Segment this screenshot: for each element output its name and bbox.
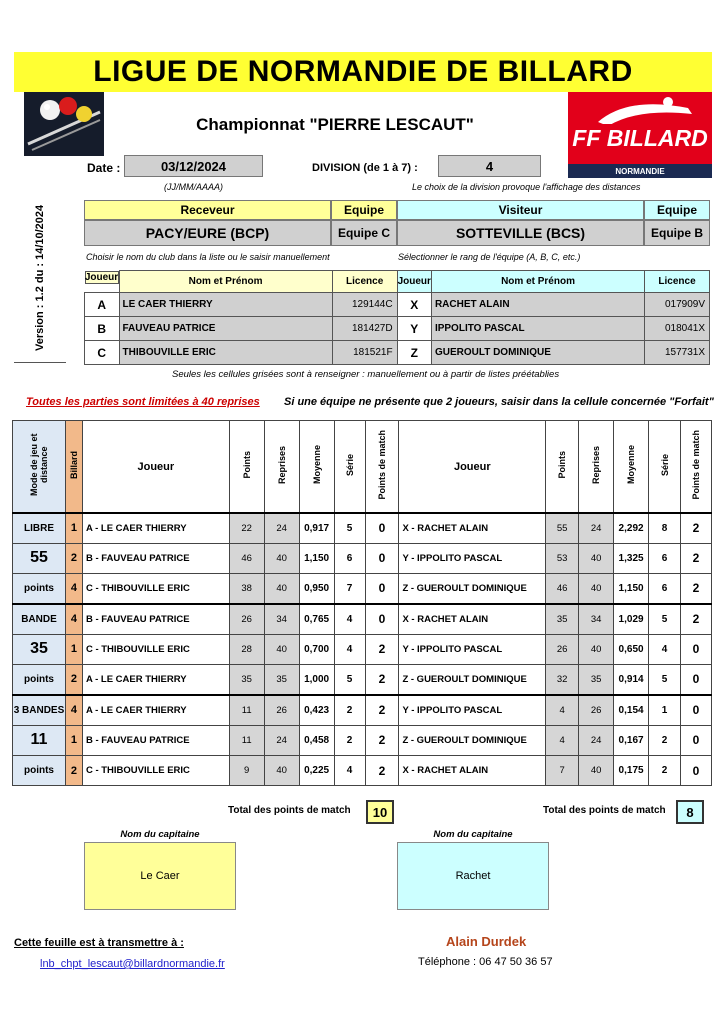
home-player-licence[interactable]: 181427D	[332, 317, 397, 341]
home-serie: 2	[334, 695, 365, 725]
result-row	[13, 725, 712, 755]
away-team-field[interactable]: Equipe B	[644, 220, 710, 246]
away-player-licence[interactable]: 157731X	[645, 341, 710, 365]
home-moyenne-header: Moyenne	[311, 445, 322, 485]
results-table	[12, 420, 712, 786]
away-pm-header: Points de match	[690, 430, 701, 500]
home-reprises[interactable]: 24	[264, 513, 299, 543]
home-moyenne: 0,423	[299, 695, 334, 725]
mode-name: 3 BANDES	[13, 695, 66, 725]
away-serie: 6	[649, 543, 681, 573]
away-player-name[interactable]: RACHET ALAIN	[431, 293, 644, 317]
result-row	[13, 664, 712, 694]
away-player[interactable]: X - RACHET ALAIN	[399, 755, 546, 785]
home-serie: 4	[334, 604, 365, 634]
home-moyenne: 0,458	[299, 725, 334, 755]
contact-name: Alain Durdek	[446, 934, 527, 949]
away-moyenne: 0,650	[614, 634, 649, 664]
result-row	[13, 574, 712, 604]
home-serie: 4	[334, 634, 365, 664]
away-reprises[interactable]: 24	[579, 513, 614, 543]
away-pm: 0	[680, 695, 711, 725]
away-reprises[interactable]: 26	[579, 695, 614, 725]
rank-hint: Sélectionner le rang de l'équipe (A, B, C, etc.)	[398, 252, 581, 262]
away-reprises[interactable]: 40	[579, 755, 614, 785]
home-reprises[interactable]: 40	[264, 574, 299, 604]
home-pm: 2	[365, 634, 399, 664]
home-serie: 4	[334, 755, 365, 785]
division-label: DIVISION (de 1 à 7) :	[312, 162, 418, 174]
billard-number[interactable]: 1	[65, 725, 82, 755]
away-player[interactable]: X - RACHET ALAIN	[399, 604, 546, 634]
ff-billard-logo	[568, 92, 712, 178]
home-points[interactable]: 11	[229, 725, 264, 755]
away-club-field[interactable]: SOTTEVILLE (BCS)	[397, 220, 644, 246]
away-reprises[interactable]: 34	[579, 604, 614, 634]
billard-header: Billard	[68, 450, 79, 479]
result-row	[13, 513, 712, 543]
away-points[interactable]: 26	[546, 634, 579, 664]
limit-note: Toutes les parties sont limitées à 40 reprises	[26, 396, 260, 408]
away-player-licence[interactable]: 018041X	[645, 317, 710, 341]
home-team-field[interactable]: Equipe C	[331, 220, 397, 246]
away-points-header: Points	[557, 451, 568, 479]
home-player[interactable]: A - LE CAER THIERRY	[82, 513, 229, 543]
away-moyenne: 0,914	[614, 664, 649, 694]
billard-number[interactable]: 2	[65, 664, 82, 694]
home-joueur-header: Joueur	[84, 271, 119, 283]
away-reprises[interactable]: 40	[579, 574, 614, 604]
away-pm: 0	[680, 725, 711, 755]
home-pm: 2	[365, 695, 399, 725]
away-player[interactable]: Y - IPPOLITO PASCAL	[399, 634, 546, 664]
home-player-licence[interactable]: 129144C	[332, 293, 397, 317]
home-pm: 0	[365, 574, 399, 604]
home-total-label: Total des points de match	[228, 805, 351, 816]
home-pm: 2	[365, 664, 399, 694]
away-moyenne: 2,292	[614, 513, 649, 543]
billard-number[interactable]: 4	[65, 574, 82, 604]
away-pm: 2	[680, 543, 711, 573]
away-reprises[interactable]: 24	[579, 725, 614, 755]
home-captain-label: Nom du capitaine	[120, 828, 200, 840]
home-nom-header: Nom et Prénom	[119, 271, 332, 293]
away-player[interactable]: Z - GUEROULT DOMINIQUE	[399, 574, 546, 604]
away-pm: 0	[680, 634, 711, 664]
home-moyenne: 0,765	[299, 604, 334, 634]
page-title: LIGUE DE NORMANDIE DE BILLARD	[14, 52, 712, 92]
billard-number[interactable]: 1	[65, 513, 82, 543]
mode-distance: 11	[13, 725, 66, 755]
billiard-balls-logo	[24, 92, 104, 156]
away-points[interactable]: 35	[546, 604, 579, 634]
club-hint: Choisir le nom du club dans la liste ou le saisir manuellement	[86, 252, 330, 262]
away-moyenne: 1,325	[614, 543, 649, 573]
result-row	[13, 543, 712, 573]
billard-number[interactable]: 4	[65, 695, 82, 725]
forfait-note: Si une équipe ne présente que 2 joueurs, saisir dans la cellule concernée "Forfait"	[284, 396, 714, 408]
away-serie-header: Série	[659, 453, 670, 477]
mode-name: BANDE	[13, 604, 66, 634]
home-points[interactable]: 28	[229, 634, 264, 664]
home-serie: 6	[334, 543, 365, 573]
home-club-field[interactable]: PACY/EURE (BCP)	[84, 220, 331, 246]
home-player[interactable]: C - THIBOUVILLE ERIC	[82, 755, 229, 785]
home-pm: 0	[365, 513, 399, 543]
home-serie: 2	[334, 725, 365, 755]
away-moyenne: 1,150	[614, 574, 649, 604]
away-pm: 0	[680, 755, 711, 785]
away-serie: 1	[649, 695, 681, 725]
mode-unit: points	[13, 574, 66, 604]
ff-billard-sub: NORMANDIE	[615, 166, 665, 176]
home-moyenne: 0,700	[299, 634, 334, 664]
ff-billard-text: FF BILLARD	[572, 124, 708, 151]
home-player[interactable]: B - FAUVEAU PATRICE	[82, 543, 229, 573]
home-licence-header: Licence	[332, 271, 397, 293]
home-reprises[interactable]: 35	[264, 664, 299, 694]
away-player-code: Z	[397, 341, 431, 365]
away-equipe-header: Equipe	[644, 200, 710, 220]
away-points[interactable]: 7	[546, 755, 579, 785]
home-reprises[interactable]: 40	[264, 543, 299, 573]
away-total-value: 8	[676, 800, 704, 824]
home-serie: 5	[334, 513, 365, 543]
home-points-header: Points	[241, 451, 252, 479]
home-points[interactable]: 38	[229, 574, 264, 604]
away-points[interactable]: 32	[546, 664, 579, 694]
home-reprises[interactable]: 26	[264, 695, 299, 725]
away-moyenne: 1,029	[614, 604, 649, 634]
away-points[interactable]: 46	[546, 574, 579, 604]
mode-unit: points	[13, 755, 66, 785]
home-captain-field[interactable]: Le Caer	[84, 842, 236, 910]
contact-email-link[interactable]: lnb_chpt_lescaut@billardnormandie.fr	[40, 958, 225, 970]
billard-number[interactable]: 4	[65, 604, 82, 634]
away-joueur-col-header: Joueur	[399, 421, 546, 514]
home-player-code: C	[85, 341, 120, 365]
visiteur-header: Visiteur	[397, 200, 644, 220]
contact-phone: Téléphone : 06 47 50 36 57	[418, 956, 553, 968]
division-field[interactable]: 4	[438, 155, 541, 177]
home-reprises[interactable]: 34	[264, 604, 299, 634]
away-player[interactable]: Y - IPPOLITO PASCAL	[399, 695, 546, 725]
home-reprises[interactable]: 24	[264, 725, 299, 755]
players-table	[84, 270, 710, 365]
mode-name: LIBRE	[13, 513, 66, 543]
home-player-licence[interactable]: 181521F	[332, 341, 397, 365]
away-points[interactable]: 4	[546, 725, 579, 755]
away-player-code: X	[397, 293, 431, 317]
home-points[interactable]: 26	[229, 604, 264, 634]
mode-unit: points	[13, 664, 66, 694]
date-field[interactable]: 03/12/2024	[124, 155, 263, 177]
home-points[interactable]: 35	[229, 664, 264, 694]
home-serie: 7	[334, 574, 365, 604]
home-pm-header: Points de match	[376, 430, 387, 500]
away-player[interactable]: Z - GUEROULT DOMINIQUE	[399, 725, 546, 755]
away-moyenne: 0,154	[614, 695, 649, 725]
away-player-name[interactable]: GUEROULT DOMINIQUE	[431, 341, 644, 365]
version-label: Version : 1.2 du : 14/10/2024	[34, 204, 46, 352]
home-moyenne: 0,950	[299, 574, 334, 604]
home-points[interactable]: 9	[229, 755, 264, 785]
away-points[interactable]: 4	[546, 695, 579, 725]
away-reprises[interactable]: 40	[579, 634, 614, 664]
result-row	[13, 755, 712, 785]
home-player[interactable]: C - THIBOUVILLE ERIC	[82, 574, 229, 604]
home-player-code: A	[85, 293, 120, 317]
home-player[interactable]: A - LE CAER THIERRY	[82, 695, 229, 725]
away-serie: 4	[649, 634, 681, 664]
away-player-name[interactable]: IPPOLITO PASCAL	[431, 317, 644, 341]
date-label: Date :	[87, 161, 121, 175]
billard-number[interactable]: 2	[65, 543, 82, 573]
divider	[14, 362, 66, 363]
home-moyenne: 1,000	[299, 664, 334, 694]
billard-number[interactable]: 2	[65, 755, 82, 785]
away-player[interactable]: Y - IPPOLITO PASCAL	[399, 543, 546, 573]
home-player-code: B	[85, 317, 120, 341]
home-moyenne: 0,225	[299, 755, 334, 785]
home-player-name[interactable]: FAUVEAU PATRICE	[119, 317, 332, 341]
home-serie-header: Série	[344, 453, 355, 477]
away-serie: 5	[649, 604, 681, 634]
away-pm: 2	[680, 604, 711, 634]
home-player[interactable]: B - FAUVEAU PATRICE	[82, 725, 229, 755]
home-moyenne: 0,917	[299, 513, 334, 543]
mode-distance: 55	[13, 543, 66, 573]
mode-distance: 35	[13, 634, 66, 664]
away-moyenne: 0,175	[614, 755, 649, 785]
home-reprises-header: Reprises	[276, 445, 287, 485]
away-captain-field[interactable]: Rachet	[397, 842, 549, 910]
away-points[interactable]: 53	[546, 543, 579, 573]
result-row	[13, 695, 712, 725]
home-joueur-col-header: Joueur	[82, 421, 229, 514]
home-player[interactable]: C - THIBOUVILLE ERIC	[82, 634, 229, 664]
away-serie: 6	[649, 574, 681, 604]
billard-number[interactable]: 1	[65, 634, 82, 664]
away-reprises[interactable]: 35	[579, 664, 614, 694]
home-moyenne: 1,150	[299, 543, 334, 573]
home-points[interactable]: 46	[229, 543, 264, 573]
away-player[interactable]: X - RACHET ALAIN	[399, 513, 546, 543]
receveur-header: Receveur	[84, 200, 331, 220]
away-licence-header: Licence	[645, 271, 710, 293]
home-serie: 5	[334, 664, 365, 694]
championship-title: Championnat "PIERRE LESCAUT"	[196, 115, 474, 134]
home-player-name[interactable]: THIBOUVILLE ERIC	[119, 341, 332, 365]
away-player-code: Y	[397, 317, 431, 341]
transmit-label: Cette feuille est à transmettre à :	[14, 937, 184, 949]
home-player[interactable]: A - LE CAER THIERRY	[82, 664, 229, 694]
away-nom-header: Nom et Prénom	[431, 271, 644, 293]
away-serie: 2	[649, 755, 681, 785]
away-captain-label: Nom du capitaine	[433, 828, 513, 840]
home-player-name[interactable]: LE CAER THIERRY	[119, 293, 332, 317]
date-format-hint: (JJ/MM/AAAA)	[164, 182, 224, 192]
away-pm: 0	[680, 664, 711, 694]
away-pm: 2	[680, 574, 711, 604]
home-pm: 2	[365, 755, 399, 785]
home-points[interactable]: 11	[229, 695, 264, 725]
home-points[interactable]: 22	[229, 513, 264, 543]
away-points[interactable]: 55	[546, 513, 579, 543]
away-joueur-header: Joueur	[397, 271, 431, 293]
away-moyenne-header: Moyenne	[626, 445, 637, 485]
home-total-value: 10	[366, 800, 394, 824]
away-reprises[interactable]: 40	[579, 543, 614, 573]
home-pm: 2	[365, 725, 399, 755]
away-player[interactable]: Z - GUEROULT DOMINIQUE	[399, 664, 546, 694]
home-reprises[interactable]: 40	[264, 755, 299, 785]
home-equipe-header: Equipe	[331, 200, 397, 220]
home-pm: 0	[365, 604, 399, 634]
home-reprises[interactable]: 40	[264, 634, 299, 664]
mode-header: Mode de jeu et distance	[28, 433, 49, 497]
grey-cells-note: Seules les cellules grisées sont à renseigner : manuellement ou à partir de listes préétablies	[172, 369, 560, 380]
division-hint: Le choix de la division provoque l'affichage des distances	[412, 182, 641, 192]
away-total-label: Total des points de match	[543, 805, 666, 816]
result-row	[13, 634, 712, 664]
away-pm: 2	[680, 513, 711, 543]
away-reprises-header: Reprises	[591, 445, 602, 485]
away-serie: 5	[649, 664, 681, 694]
home-player[interactable]: B - FAUVEAU PATRICE	[82, 604, 229, 634]
away-moyenne: 0,167	[614, 725, 649, 755]
away-serie: 8	[649, 513, 681, 543]
away-serie: 2	[649, 725, 681, 755]
result-row	[13, 604, 712, 634]
home-pm: 0	[365, 543, 399, 573]
away-player-licence[interactable]: 017909V	[645, 293, 710, 317]
